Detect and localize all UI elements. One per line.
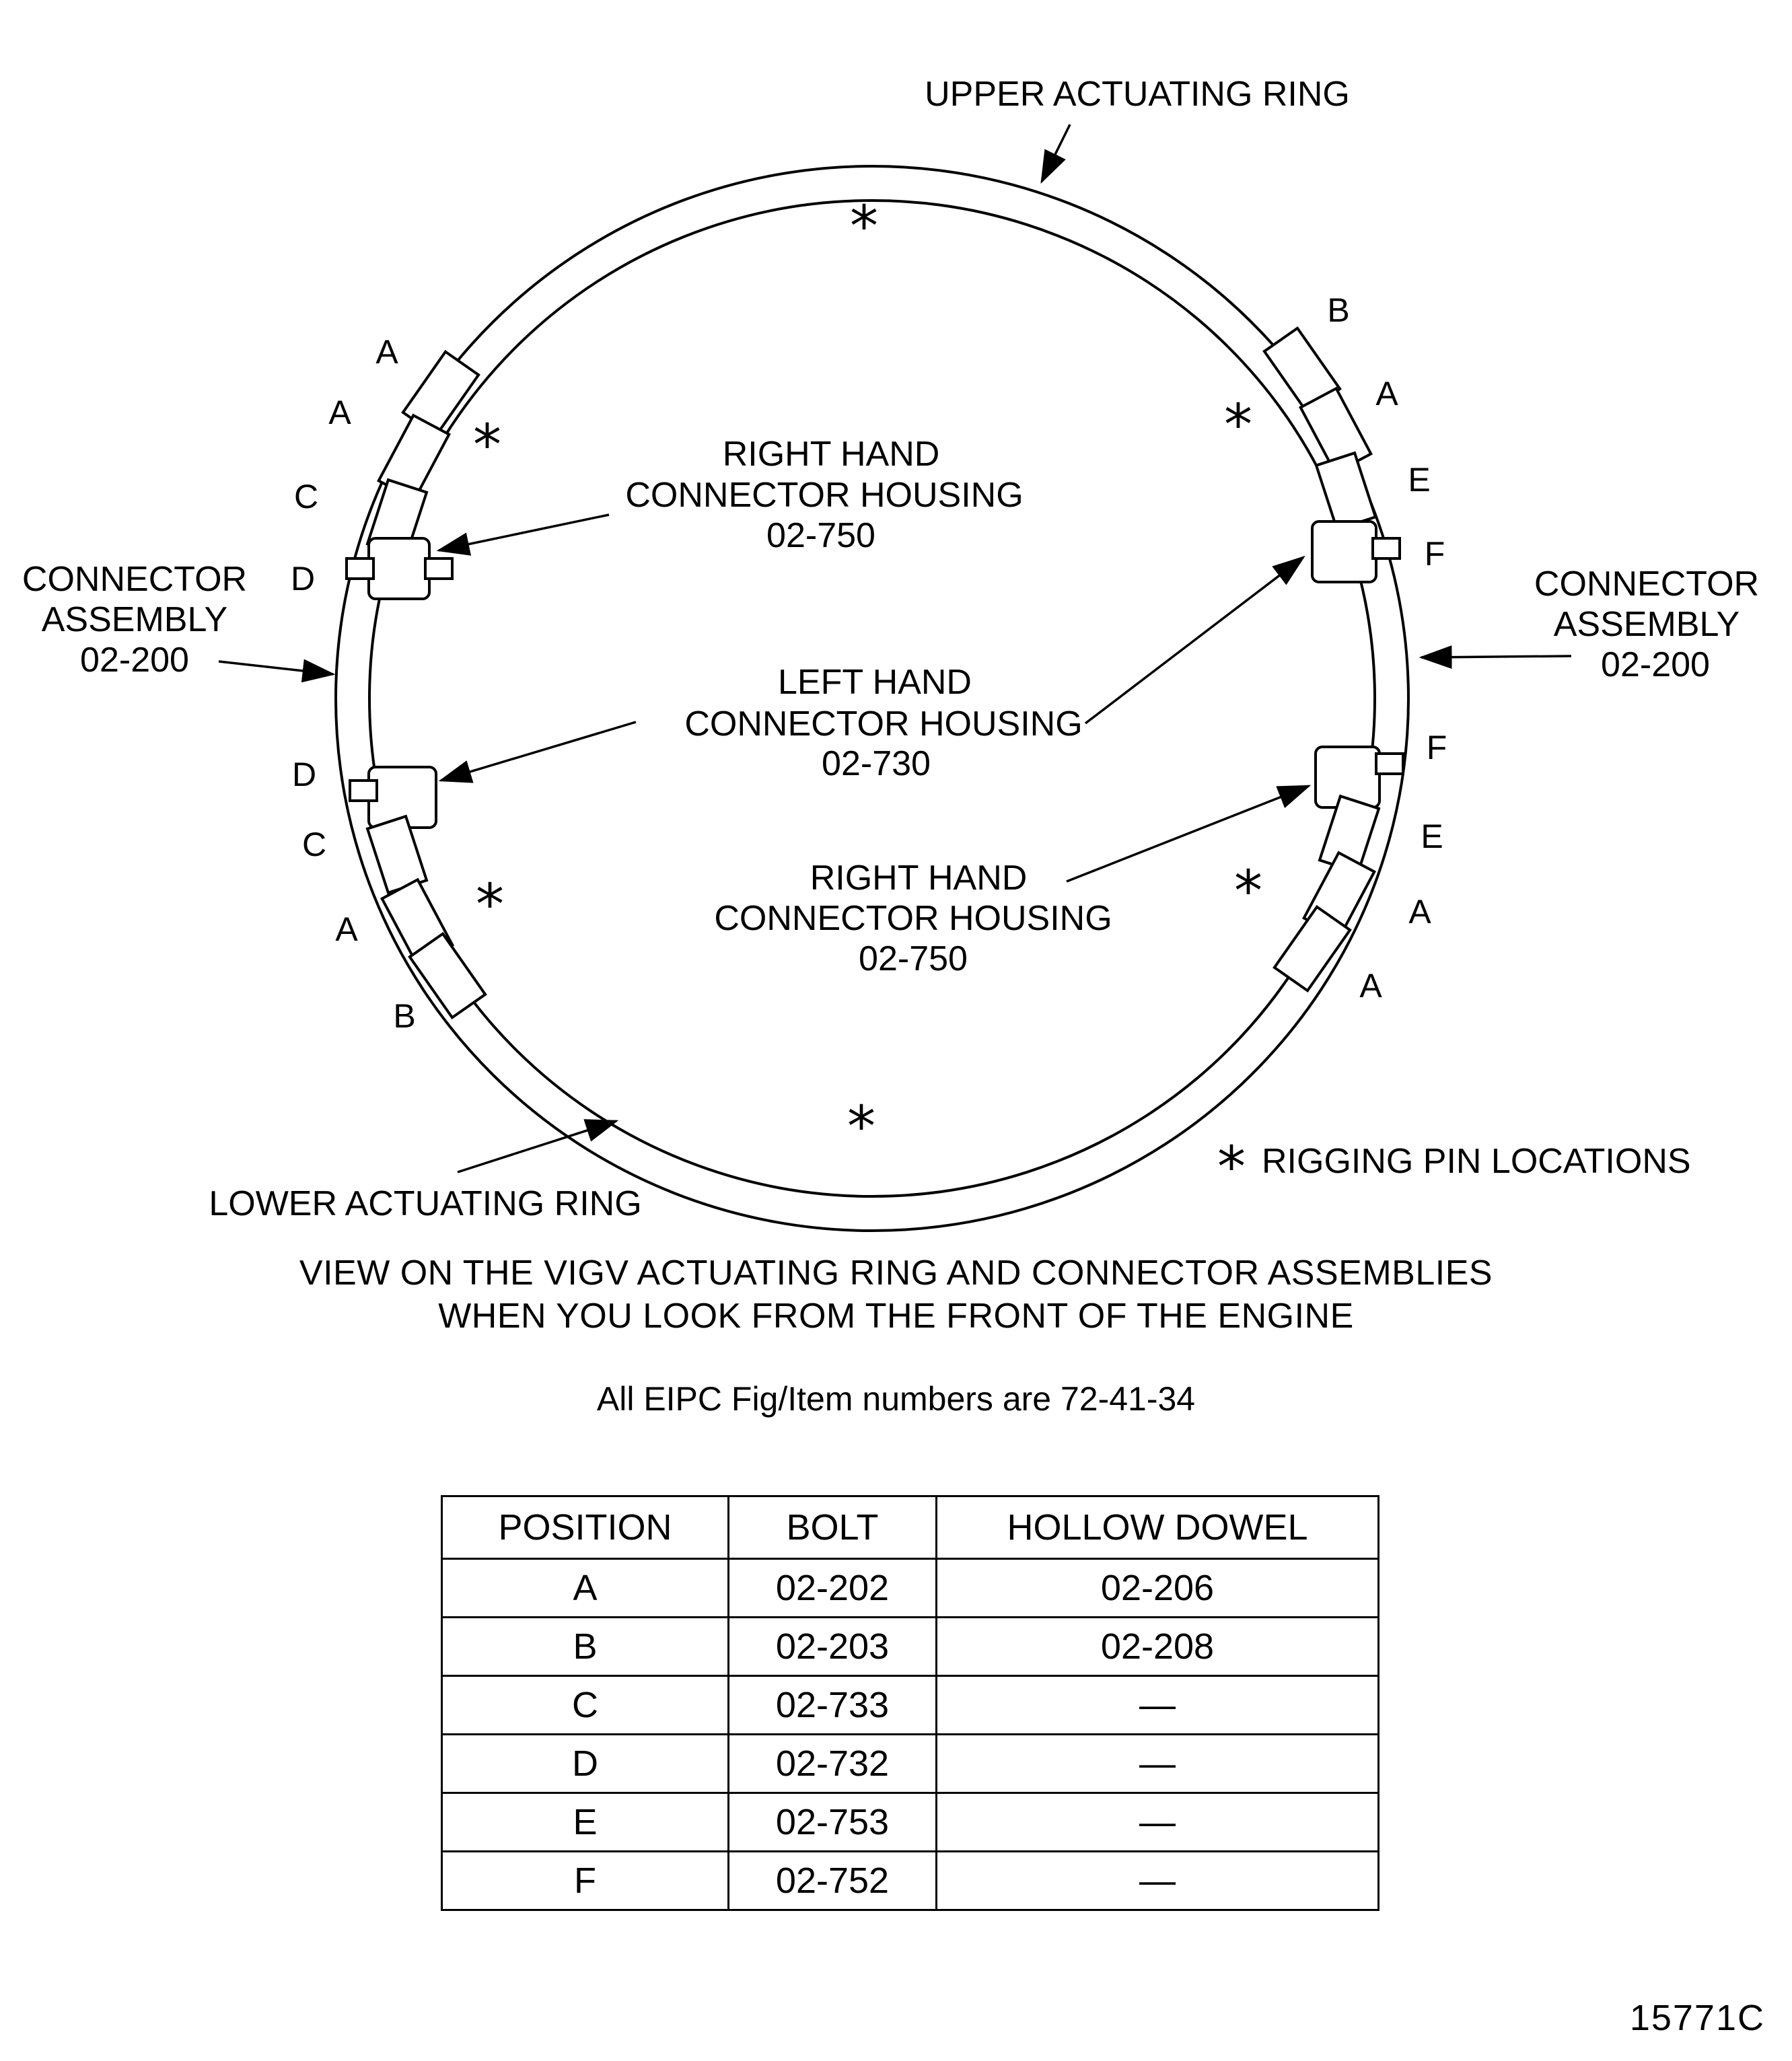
caption-line-1: VIEW ON THE VIGV ACTUATING RING AND CONNECTOR ASSEMBLIES	[299, 1254, 1493, 1293]
leader-connector-left	[219, 661, 333, 674]
table-row	[442, 1676, 1379, 1735]
svg-text:*: *	[1234, 858, 1262, 924]
header-position: POSITION	[442, 1496, 729, 1559]
cell-hollow-dowel: 02-206	[937, 1559, 1379, 1618]
cell-hollow-dowel: 02-208	[937, 1618, 1379, 1676]
svg-text:LEFT HAND: LEFT HAND	[778, 663, 972, 702]
leader-rh-housing-top	[439, 515, 609, 550]
svg-text:F: F	[1426, 729, 1447, 766]
upper-ring-label: UPPER ACTUATING RING	[925, 75, 1350, 114]
leader-upper-ring	[1042, 124, 1070, 182]
cell-bolt: 02-752	[729, 1852, 937, 1910]
cell-bolt: 02-733	[729, 1676, 937, 1735]
header-hollow-dowel: HOLLOW DOWEL	[937, 1496, 1379, 1559]
table-row	[442, 1735, 1379, 1793]
connector-assembly-left-label	[22, 560, 247, 680]
svg-text:02-750: 02-750	[766, 516, 875, 555]
rh-housing-top-label	[625, 435, 1023, 555]
lh-housing-label	[684, 663, 1082, 783]
svg-text:02-730: 02-730	[822, 744, 931, 783]
svg-text:B: B	[393, 997, 416, 1035]
leader-lower-ring	[458, 1121, 616, 1172]
svg-text:RIGHT HAND: RIGHT HAND	[810, 859, 1028, 898]
cell-bolt: 02-753	[729, 1793, 937, 1852]
svg-text:A: A	[1408, 893, 1431, 931]
cell-hollow-dowel: —	[937, 1676, 1379, 1735]
svg-text:B: B	[1327, 291, 1350, 329]
svg-text:ASSEMBLY: ASSEMBLY	[1553, 605, 1740, 644]
caption-line-2: WHEN YOU LOOK FROM THE FRONT OF THE ENGINE	[438, 1297, 1354, 1336]
cell-hollow-dowel: —	[937, 1852, 1379, 1910]
svg-text:*: *	[847, 1093, 875, 1159]
svg-text:C: C	[301, 826, 327, 863]
table-row	[442, 1852, 1379, 1910]
cell-position: F	[442, 1852, 729, 1910]
cell-bolt: 02-203	[729, 1618, 937, 1676]
connector-assembly-right-label	[1534, 565, 1759, 684]
svg-text:A: A	[375, 333, 398, 371]
lower-ring-label: LOWER ACTUATING RING	[209, 1184, 642, 1223]
cell-bolt: 02-732	[729, 1735, 937, 1793]
position-parts-table	[441, 1495, 1379, 1911]
eipc-note: All EIPC Fig/Item numbers are 72-41-34	[596, 1380, 1196, 1418]
svg-text:D: D	[291, 756, 317, 793]
connector-assembly-right-lower	[1275, 747, 1403, 990]
leader-lh-housing-left	[441, 722, 636, 781]
cell-position: B	[442, 1618, 729, 1676]
connector-assembly-left-upper	[347, 352, 478, 599]
svg-text:D: D	[290, 560, 316, 598]
cell-bolt: 02-202	[729, 1559, 937, 1618]
connector-assembly-right-upper	[1264, 328, 1400, 582]
rh-housing-bottom-label	[714, 859, 1112, 978]
svg-text:CONNECTOR HOUSING: CONNECTOR HOUSING	[714, 899, 1112, 938]
cell-position: D	[442, 1735, 729, 1793]
svg-text:*: *	[1224, 392, 1252, 458]
cell-hollow-dowel: —	[937, 1793, 1379, 1852]
svg-text:A: A	[335, 910, 358, 948]
svg-text:A: A	[328, 394, 351, 431]
svg-text:ASSEMBLY: ASSEMBLY	[41, 600, 228, 639]
rigging-pin-legend	[1217, 1134, 1691, 1200]
svg-text:C: C	[293, 478, 319, 515]
header-bolt: BOLT	[729, 1496, 937, 1559]
leader-lh-housing-right	[1085, 557, 1303, 723]
svg-text:A: A	[1359, 967, 1382, 1005]
svg-text:*: *	[473, 412, 501, 478]
svg-text:*: *	[1217, 1134, 1246, 1200]
svg-text:CONNECTOR HOUSING: CONNECTOR HOUSING	[625, 476, 1024, 515]
svg-text:CONNECTOR: CONNECTOR	[1534, 565, 1760, 604]
cell-position: E	[442, 1793, 729, 1852]
table-row	[442, 1618, 1379, 1676]
table-header-row	[442, 1496, 1379, 1559]
svg-text:A: A	[1375, 375, 1398, 412]
table-row	[442, 1559, 1379, 1618]
svg-text:F: F	[1424, 535, 1445, 573]
figure-number: 15771C	[1629, 1998, 1765, 2038]
svg-text:CONNECTOR: CONNECTOR	[22, 560, 248, 599]
svg-text:E: E	[1408, 461, 1431, 499]
svg-text:E: E	[1421, 818, 1443, 855]
cell-hollow-dowel: —	[937, 1735, 1379, 1793]
svg-text:RIGHT HAND: RIGHT HAND	[722, 435, 940, 474]
table-row	[442, 1793, 1379, 1852]
cell-position: A	[442, 1559, 729, 1618]
svg-text:02-200: 02-200	[1601, 645, 1710, 684]
svg-text:RIGGING PIN LOCATIONS: RIGGING PIN LOCATIONS	[1262, 1142, 1691, 1181]
leader-rh-housing-bottom	[1067, 786, 1309, 881]
svg-text:02-200: 02-200	[80, 641, 189, 680]
cell-position: C	[442, 1676, 729, 1735]
svg-text:*: *	[850, 193, 878, 259]
svg-text:02-750: 02-750	[859, 939, 968, 978]
svg-text:*: *	[476, 871, 504, 937]
leader-connector-right	[1421, 656, 1571, 657]
svg-text:CONNECTOR HOUSING: CONNECTOR HOUSING	[684, 704, 1083, 744]
